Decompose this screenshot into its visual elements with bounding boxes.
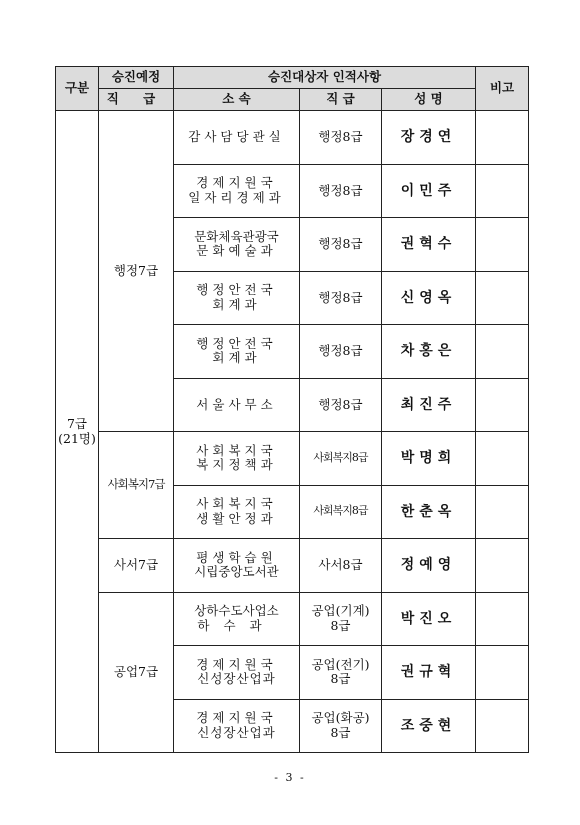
note-cell bbox=[476, 646, 529, 700]
dept-line1: 경제지원국 bbox=[196, 711, 277, 726]
dept-line1: 경제지원국 bbox=[196, 657, 277, 672]
person-name: 박진오 bbox=[382, 592, 476, 646]
section-label-line1: 7급 bbox=[66, 416, 88, 432]
note-cell bbox=[476, 218, 529, 272]
dept-cell bbox=[174, 699, 300, 753]
header-row-2 bbox=[56, 89, 529, 111]
person-name: 조중현 bbox=[382, 699, 476, 753]
dept-cell bbox=[174, 485, 300, 539]
grade-cell bbox=[300, 271, 382, 325]
grade-line2: 8급 bbox=[330, 617, 351, 633]
grade-line1: 공업(전기) bbox=[311, 656, 370, 672]
group-label: 행정7급 bbox=[99, 111, 174, 432]
person-name: 정예영 bbox=[382, 539, 476, 593]
header-dept: 소 속 bbox=[174, 89, 300, 111]
grade-cell bbox=[300, 592, 382, 646]
note-cell bbox=[476, 432, 529, 486]
person-name: 차홍은 bbox=[382, 325, 476, 379]
dept-cell bbox=[174, 592, 300, 646]
person-name: 신영옥 bbox=[382, 271, 476, 325]
grade-line1: 사회복지8급 bbox=[313, 450, 368, 464]
dept-line2: 회계과 bbox=[212, 297, 261, 312]
dept-cell bbox=[174, 539, 300, 593]
grade-line1: 사서8급 bbox=[318, 557, 363, 573]
grade-cell bbox=[300, 699, 382, 753]
grade-cell bbox=[300, 646, 382, 700]
note-cell bbox=[476, 164, 529, 218]
dept-line2: 신성장산업과 bbox=[197, 672, 276, 687]
grade-line2: 8급 bbox=[330, 671, 351, 687]
person-name: 박명희 bbox=[382, 432, 476, 486]
dept-line2: 회계과 bbox=[212, 351, 261, 366]
dept-cell bbox=[174, 646, 300, 700]
grade-cell bbox=[300, 539, 382, 593]
note-cell bbox=[476, 325, 529, 379]
person-name: 권혁수 bbox=[382, 218, 476, 272]
person-name: 권규혁 bbox=[382, 646, 476, 700]
dept-cell bbox=[174, 164, 300, 218]
person-name: 최진주 bbox=[382, 378, 476, 432]
note-cell bbox=[476, 271, 529, 325]
promotion-table bbox=[55, 66, 529, 753]
dept-line1: 경제지원국 bbox=[196, 176, 277, 191]
grade-line1: 행정8급 bbox=[318, 129, 363, 145]
header-rank-top: 승진예정 bbox=[99, 67, 174, 89]
person-name: 이민주 bbox=[382, 164, 476, 218]
dept-line1: 상하수도사업소 bbox=[194, 604, 279, 619]
dept-line1: 사회복지국 bbox=[196, 443, 277, 458]
group-label: 사서7급 bbox=[99, 539, 174, 593]
dept-line1: 감사담당관실 bbox=[188, 130, 285, 145]
grade-cell bbox=[300, 485, 382, 539]
grade-line1: 행정8급 bbox=[318, 396, 363, 412]
grade-line2: 8급 bbox=[330, 724, 351, 740]
page-number: - 3 - bbox=[274, 771, 306, 784]
dept-line1: 행정안전국 bbox=[196, 283, 277, 298]
dept-line1: 서울사무소 bbox=[196, 397, 277, 412]
table-row bbox=[56, 111, 529, 165]
grade-line1: 행정8급 bbox=[318, 343, 363, 359]
grade-line1: 공업(화공) bbox=[311, 710, 370, 726]
note-cell bbox=[476, 378, 529, 432]
person-name: 장경연 bbox=[382, 111, 476, 165]
dept-cell bbox=[174, 218, 300, 272]
dept-line2: 시립중앙도서관 bbox=[194, 565, 279, 580]
dept-cell bbox=[174, 378, 300, 432]
grade-cell bbox=[300, 111, 382, 165]
grade-line1: 사회복지8급 bbox=[313, 504, 368, 518]
table-row bbox=[56, 539, 529, 593]
grade-cell bbox=[300, 378, 382, 432]
dept-line2: 신성장산업과 bbox=[197, 725, 276, 740]
dept-line1: 사회복지국 bbox=[196, 497, 277, 512]
section-label-line2: (21명) bbox=[58, 430, 96, 446]
grade-line1: 행정8급 bbox=[318, 236, 363, 252]
dept-cell bbox=[174, 432, 300, 486]
header-info: 승진대상자 인적사항 bbox=[174, 67, 476, 89]
dept-line1: 평생학습원 bbox=[196, 550, 277, 565]
grade-cell bbox=[300, 218, 382, 272]
note-cell bbox=[476, 592, 529, 646]
grade-line1: 행정8급 bbox=[318, 289, 363, 305]
dept-cell bbox=[174, 111, 300, 165]
dept-line1: 행정안전국 bbox=[196, 336, 277, 351]
header-note: 비고 bbox=[476, 67, 529, 111]
section-label bbox=[56, 111, 99, 753]
dept-line2: 생활안정과 bbox=[196, 511, 277, 526]
header-grade: 직 급 bbox=[300, 89, 382, 111]
grade-line1: 공업(기계) bbox=[311, 603, 370, 619]
note-cell bbox=[476, 111, 529, 165]
person-name: 한춘옥 bbox=[382, 485, 476, 539]
dept-line2: 문화예술과 bbox=[196, 244, 277, 259]
dept-cell bbox=[174, 325, 300, 379]
grade-cell bbox=[300, 164, 382, 218]
dept-line2: 하수과 bbox=[197, 618, 276, 633]
header-name: 성 명 bbox=[382, 89, 476, 111]
note-cell bbox=[476, 539, 529, 593]
dept-line2: 복지정책과 bbox=[196, 458, 277, 473]
note-cell bbox=[476, 485, 529, 539]
note-cell bbox=[476, 699, 529, 753]
table-row bbox=[56, 432, 529, 486]
grade-cell bbox=[300, 432, 382, 486]
header-row-1 bbox=[56, 67, 529, 89]
table-row bbox=[56, 592, 529, 646]
grade-cell bbox=[300, 325, 382, 379]
dept-cell bbox=[174, 271, 300, 325]
grade-line1: 행정8급 bbox=[318, 182, 363, 198]
dept-line2: 일자리경제과 bbox=[188, 190, 285, 205]
group-label: 공업7급 bbox=[99, 592, 174, 753]
dept-line1: 문화체육관광국 bbox=[194, 229, 279, 244]
header-rank-bottom: 직 급 bbox=[99, 89, 174, 111]
header-gubun: 구분 bbox=[56, 67, 99, 111]
group-label: 사회복지7급 bbox=[99, 432, 174, 539]
